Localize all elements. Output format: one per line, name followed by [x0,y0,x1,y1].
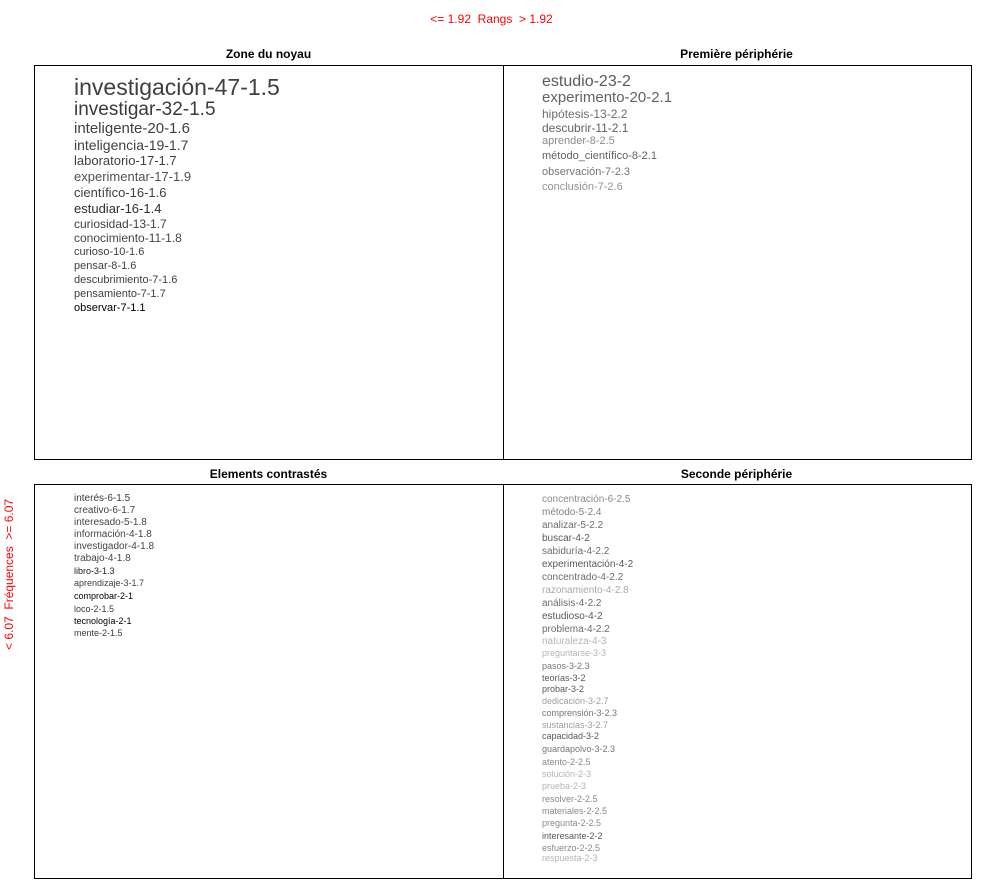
word-item: aprendizaje-3-1.7 [74,578,145,588]
premiere-peripherie-panel [503,65,972,460]
word-item: descubrir-11-2.1 [542,121,629,135]
seconde-peripherie-title: Seconde périphérie [680,467,793,481]
word-item: preguntarse-3-3 [542,648,607,658]
word-item: pregunta-2-2.5 [542,818,602,828]
word-item: teorías-3-2 [542,673,586,683]
word-item: comprobar-2-1 [74,591,134,601]
word-item: problema-4-2.2 [542,624,610,635]
zone-du-noyau-title: Zone du noyau [225,47,312,61]
word-item: descubrimiento-7-1.6 [74,274,178,286]
word-item: pensamiento-7-1.7 [74,288,166,300]
word-item: respuesta-2-3 [542,853,598,863]
word-item: naturaleza-4-3 [542,636,607,647]
word-item: investigación-47-1.5 [74,74,280,100]
word-item: dedicación-3-2.7 [542,696,609,706]
word-item: curioso-10-1.6 [74,246,145,258]
word-item: método-5-2.4 [542,507,602,518]
word-item: información-4-1.8 [74,529,152,540]
word-item: científico-16-1.6 [74,185,167,200]
word-item: creativo-6-1.7 [74,505,136,516]
word-item: pensar-8-1.6 [74,260,137,272]
word-item: libro-3-1.3 [74,566,115,576]
seconde-peripherie-list [542,493,633,863]
word-item: pasos-3-2.3 [542,661,590,671]
word-item: prueba-2-3 [542,781,587,791]
word-item: sabiduría-4-2.2 [542,546,610,557]
word-item: materiales-2-2.5 [542,806,608,816]
word-item: experimentación-4-2 [542,559,634,570]
premiere-peripherie-title: Première périphérie [680,47,793,61]
word-item: interesante-2-2 [542,831,603,841]
word-item: interés-6-1.5 [74,493,131,504]
word-item: analizar-5-2.2 [542,520,604,531]
word-item: investigador-4-1.8 [74,541,155,552]
word-item: conclusión-7-2.6 [542,181,623,193]
premiere-peripherie-list [542,74,672,194]
word-item: inteligencia-19-1.7 [74,137,189,153]
word-item: esfuerzo-2-2.5 [542,843,601,853]
word-item: laboratorio-17-1.7 [74,153,177,168]
word-item: conocimiento-11-1.8 [74,231,182,245]
zone-du-noyau-list [74,74,280,315]
word-item: inteligente-20-1.6 [74,120,190,137]
word-item: aprender-8-2.5 [542,135,615,147]
word-item: concentración-6-2.5 [542,494,631,505]
word-item: concentrado-4-2.2 [542,572,624,583]
frequences-axis-label: < 6.07 Fréquences >= 6.07 [2,498,16,650]
rangs-axis-label: <= 1.92 Rangs > 1.92 [430,12,553,26]
word-item: observar-7-1.1 [74,302,146,314]
word-item: resolver-2-2.5 [542,794,598,804]
word-item: observación-7-2.3 [542,166,631,178]
word-item: experimentar-17-1.9 [74,169,192,184]
word-item: solución-2-3 [542,769,592,779]
word-item: hipótesis-13-2.2 [542,107,628,121]
word-item: loco-2-1.5 [74,604,115,614]
word-item: método_científico-8-2.1 [542,150,657,162]
word-item: interesado-5-1.8 [74,517,147,528]
word-item: investigar-32-1.5 [74,99,216,120]
word-item: tecnología-2-1 [74,616,132,626]
word-item: probar-3-2 [542,684,585,694]
word-item: guardapolvo-3-2.3 [542,744,616,754]
word-item: estudiar-16-1.4 [74,201,162,216]
word-item: experimento-20-2.1 [542,89,673,106]
word-item: mente-2-1.5 [74,628,123,638]
word-item: sustancias-3-2.7 [542,720,609,730]
word-item: capacidad-3-2 [542,731,600,741]
word-item: razonamiento-4-2.8 [542,585,629,596]
word-item: estudioso-4-2 [542,611,603,622]
seconde-peripherie-panel [503,484,972,879]
elements-contrastes-panel [34,484,504,879]
word-item: comprensión-3-2.3 [542,708,618,718]
elements-contrastes-title: Elements contrastés [209,467,328,481]
word-item: curiosidad-13-1.7 [74,217,167,231]
word-item: buscar-4-2 [542,533,590,544]
word-item: atento-2-2.5 [542,757,591,767]
word-item: análisis-4-2.2 [542,598,602,609]
word-item: estudio-23-2 [542,73,631,90]
zone-du-noyau-panel [34,65,504,460]
elements-contrastes-list [74,493,154,639]
word-item: trabajo-4-1.8 [74,553,131,564]
